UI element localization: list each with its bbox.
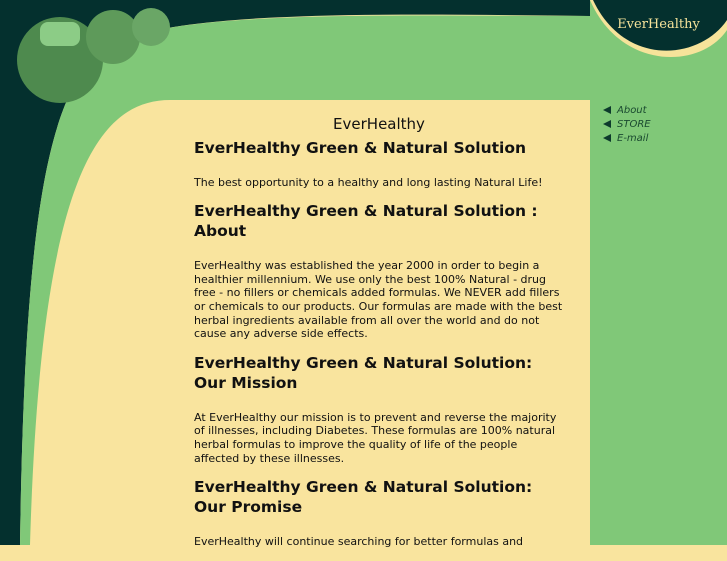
site-title: EverHealthy [333,115,425,133]
main-content [194,115,564,561]
section-heading: EverHealthy Green & Natural Solution: Our Mission [194,353,533,392]
arrow-left-icon [603,120,611,128]
nav-store[interactable] [603,118,651,132]
nav-label: STORE [617,119,651,130]
side-nav [603,104,651,146]
arrow-left-icon [603,134,611,142]
section-text: The best opportunity to a healthy and long lasting Natural Life! [194,175,543,189]
nav-label: E-mail [617,133,649,144]
nav-label: About [617,105,647,116]
section-text: EverHealthy will continue searching for better formulas and [194,535,524,549]
section-text: At EverHealthy our mission is to prevent and reverse the majority of illnesses, including Diabetes. These formulas are 100% natural herbal formulas to improve the quality of life of the people affected by these illnesses. [194,410,557,465]
section-text: EverHealthy was established the year 2000 in order to begin a healthier millennium. We use only the best 100% Natural - drug free - no fillers or chemicals added formulas. We NEVER add fillers or chemicals to our products. Our formulas are made with the best herbal ingredients available from all over the world and do not cause any adverse side effects. [194,259,563,341]
site-logo[interactable]: EverHealthy [617,17,700,32]
section-heading: EverHealthy Green & Natural Solution [194,138,527,157]
arrow-left-icon [603,106,611,114]
section-heading: EverHealthy Green & Natural Solution: Our Promise [194,478,533,517]
section-heading: EverHealthy Green & Natural Solution : About [194,202,538,241]
nav-email[interactable] [603,132,651,146]
nav-about[interactable] [603,104,651,118]
